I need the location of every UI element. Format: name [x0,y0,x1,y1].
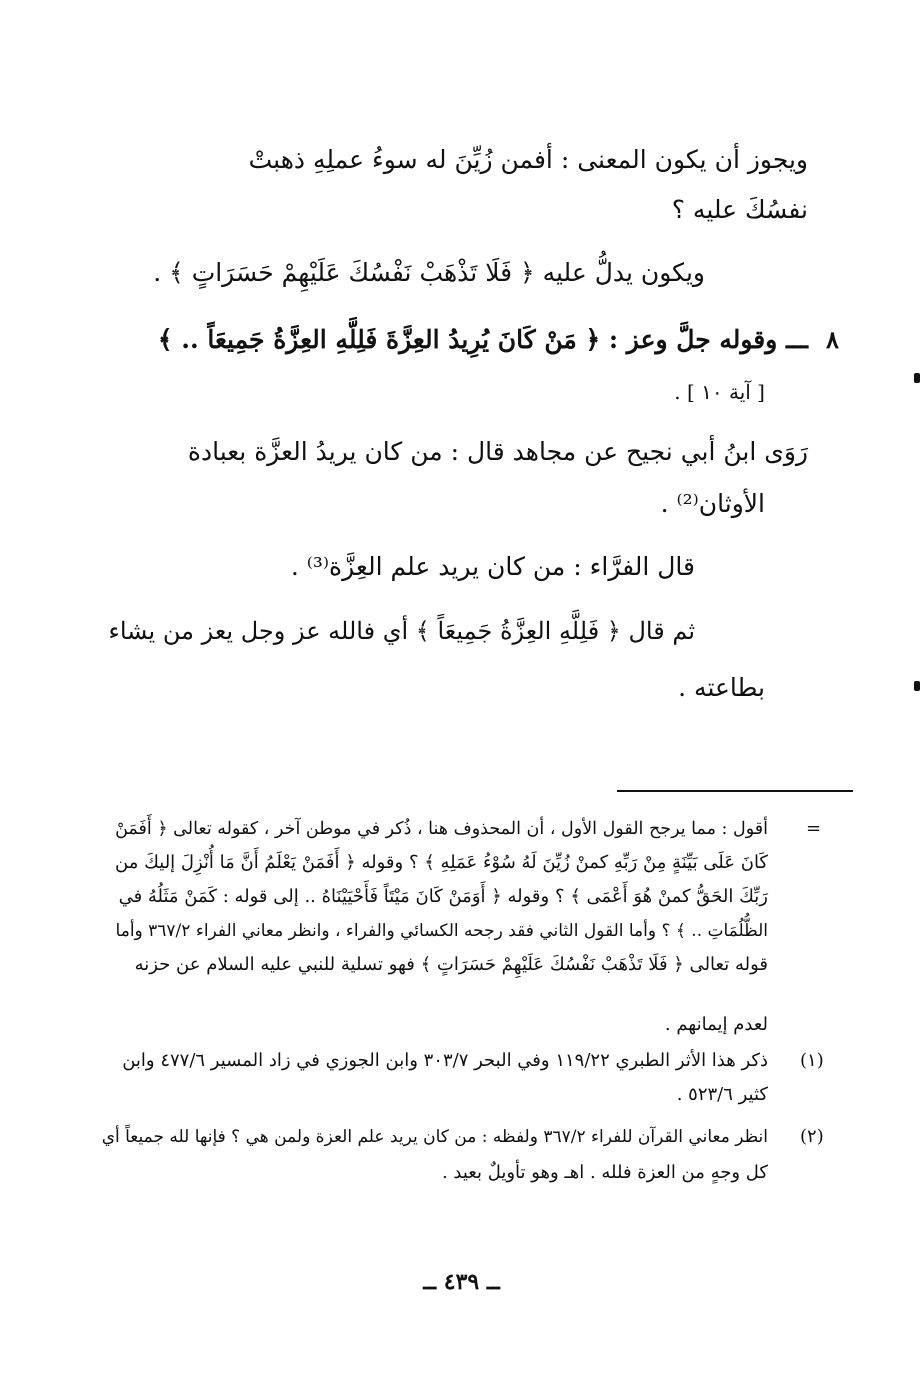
footnote-2-line-2: كل وجهٍ من العزة فلله . اهـ وهو تأويلٌ بعيد . [441,1162,768,1183]
text-line-2: نفسُكَ عليه ؟ [671,195,808,224]
footnote-continuation-mark: = [806,818,822,839]
footnote-2-marker: (٢) [800,1126,824,1147]
scan-mark [914,373,920,383]
footnote-continued-line-4: الظُّلُمَاتِ .. ﴾ ؟ وأما القول الثاني فقد رجحه الكسائي والفراء ، وانظر معاني الفراء ٣٦٧/٢ وأما [115,921,768,941]
verse-heading: ـــ وقوله جلَّ وعز : ﴿ مَنْ كَانَ يُرِيدُ العِزَّةَ فَلِلَّهِ العِزَّةُ جَمِيعَاً .. ﴾ [157,325,808,354]
item-number: ٨ [826,325,839,354]
text-line-9: ثم قال ﴿ فَلِلَّهِ العِزَّةُ جَمِيعَاً ﴾ أي فالله عز وجل يعز من يشاء [108,617,695,645]
text-line-8: قال الفرَّاء : من كان يريد علم العِزَّة⁽³⁾ . [290,552,695,581]
footnote-1-marker: (١) [800,1050,824,1071]
footnote-continued-line-2: كَانَ عَلَى بَيِّنَةٍ مِنْ رَبِّهِ كمنْ زُيِّنَ لَهُ سُوْءُ عَمَلِهِ ﴾ ؟ وقوله ﴿ أَفَمَنْ يَعْلَمُ أَنَّ مَا أُنْزِلَ إليكَ من [115,852,768,873]
text-line-10: بطاعته . [678,673,765,702]
footnote-continued-line-3: رَبِّكَ الحَقُّ كمنْ هُوَ أَعْمَى ﴾ ؟ وقوله ﴿ أَوَمَنْ كَانَ مَيْتَاً فَأَحْيَيْنَاهُ .. إلى قوله : كَمَنْ مَثَلُهُ في [118,886,768,907]
scan-mark [914,681,920,691]
footnote-continued-line-1: أقول : مما يرجح القول الأول ، أن المحذوف هنا ، ذُكر في موطن آخر ، كقوله تعالى ﴿ أَفَمَنْ [115,819,768,839]
text-line-7: الأوثان⁽²⁾ . [660,489,765,518]
text-line-1: ويجوز أن يكون المعنى : أفمن زُيِّنَ له سوءُ عملِهِ ذهبتْ [248,145,808,174]
footnote-separator [617,790,853,792]
footnote-1-line-2: كثير ٥٢٣/٦ . [676,1084,768,1105]
footnote-1-line-1: ذكر هذا الأثر الطبري ١١٩/٢٢ وفي البحر ٣٠٣/٧ وابن الجوزي في زاد المسير ٤٧٧/٦ وابن [122,1050,768,1071]
verse-reference: [ آية ١٠ ] . [674,380,765,404]
footnote-2-line-1: انظر معاني القرآن للفراء ٣٦٧/٢ ولفظه : من كان يريد علم العزة ولمن هي ؟ فإنها لله جميعاً أي [101,1127,768,1147]
text-line-6: رَوَى ابنُ أبي نجيح عن مجاهد قال : من كان يريدُ العزَّة بعبادة [187,437,808,466]
footnote-continued-line-6: لعدم إيمانهم . [664,1014,768,1035]
text-line-3: ويكون يدلُّ عليه ﴿ فَلَا تَذْهَبْ نَفْسُكَ عَلَيْهِمْ حَسَرَاتٍ ﴾ . [153,258,705,287]
footnote-continued-line-5: قوله تعالى ﴿ فَلَا تَذْهَبْ نَفْسُكَ عَلَيْهِمْ حَسَرَاتٍ ﴾ فهو تسلية للنبي عليه السلام عن حزنه [134,954,768,975]
page-number: ــ ٤٣٩ ــ [423,1269,500,1295]
